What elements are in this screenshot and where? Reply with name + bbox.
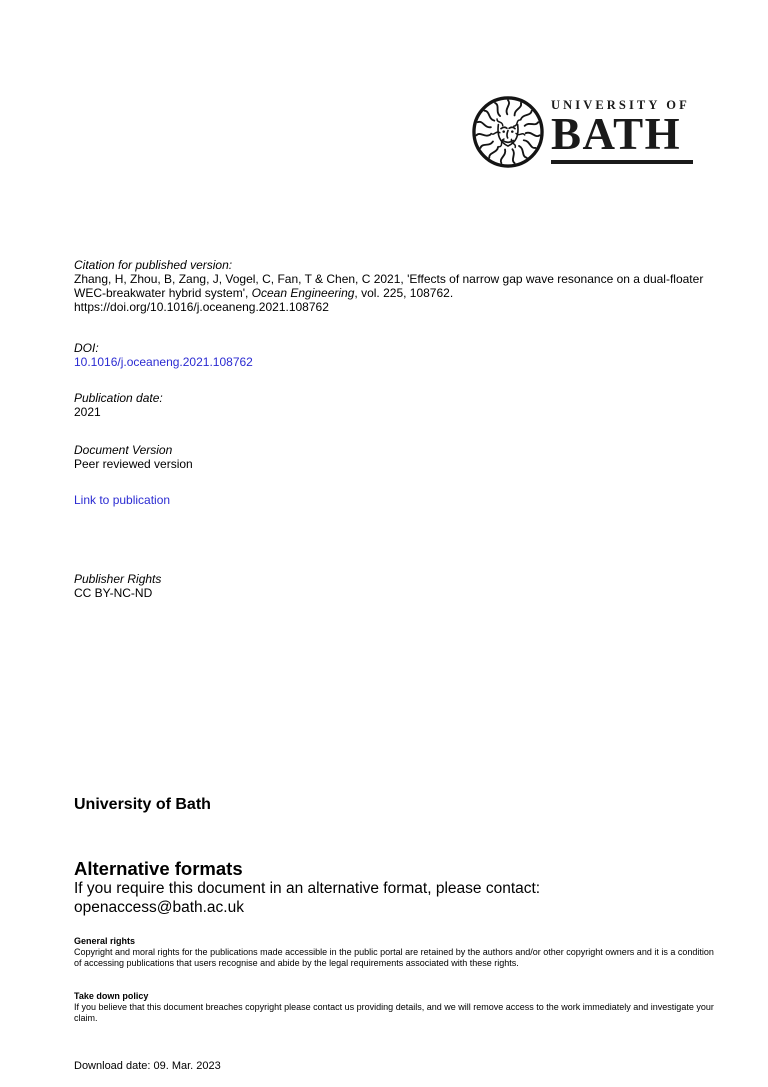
doi-section [74,341,724,369]
alternative-formats-section [74,858,734,917]
open-access-email: openaccess@bath.ac.uk [74,899,244,916]
publisher-rights-section [74,572,724,600]
bath-sun-face-crest-icon [471,95,545,169]
citation-section [74,258,724,314]
logo-wordmark-main: BATH [551,109,682,159]
download-date: Download date: 09. Mar. 2023 [74,1060,221,1072]
general-rights-section [74,936,722,969]
citation-text [74,272,724,300]
logo-wordmark-top: UNIVERSITY OF [551,98,690,112]
publisher-rights-value: CC BY-NC-ND [74,586,153,600]
doi-link[interactable]: 10.1016/j.oceaneng.2021.108762 [74,355,253,369]
citation-doi-url: https://doi.org/10.1016/j.oceaneng.2021.108762 [74,300,329,314]
take-down-policy-body: If you believe that this document breaches copyright please contact us providing details, and we will remove access to the work immediately and investigate your claim. [74,1002,714,1023]
document-version-value: Peer reviewed version [74,457,193,471]
logo-underline [551,160,693,164]
general-rights-body: Copyright and moral rights for the publications made accessible in the public portal are retained by the authors and/or other copyright owners and it is a condition of accessing publications that users recognise and abide by the legal requirements associated with these rights. [74,947,714,968]
link-to-publication[interactable]: Link to publication [74,493,171,507]
citation-journal-title: Ocean Engineering [251,286,355,300]
take-down-policy-section [74,991,722,1024]
take-down-policy-heading: Take down policy [74,991,149,1001]
citation-text-before: Zhang, H, Zhou, B, Zang, J, Vogel, C, Fan, T & Chen, C 2021, 'Effects of narrow gap wave resonance on a dual-floater WEC-breakwater hybrid system', [74,272,704,300]
document-version-label: Document Version [74,443,173,457]
publication-date-label: Publication date: [74,391,163,405]
alternative-formats-heading: Alternative formats [74,858,243,879]
doi-label: DOI: [74,341,99,355]
general-rights-heading: General rights [74,936,136,946]
citation-label: Citation for published version: [74,258,233,272]
link-to-publication-section [74,493,724,507]
publication-date-value: 2021 [74,405,101,419]
logo-wordmark [551,99,701,164]
publication-date-section [74,391,724,419]
citation-text-after: , vol. 225, 108762. [354,286,454,300]
university-heading: University of Bath [74,796,211,813]
publisher-rights-label: Publisher Rights [74,572,162,586]
alternative-formats-text: If you require this document in an alternative format, please contact: [74,880,541,897]
document-version-section [74,443,724,471]
